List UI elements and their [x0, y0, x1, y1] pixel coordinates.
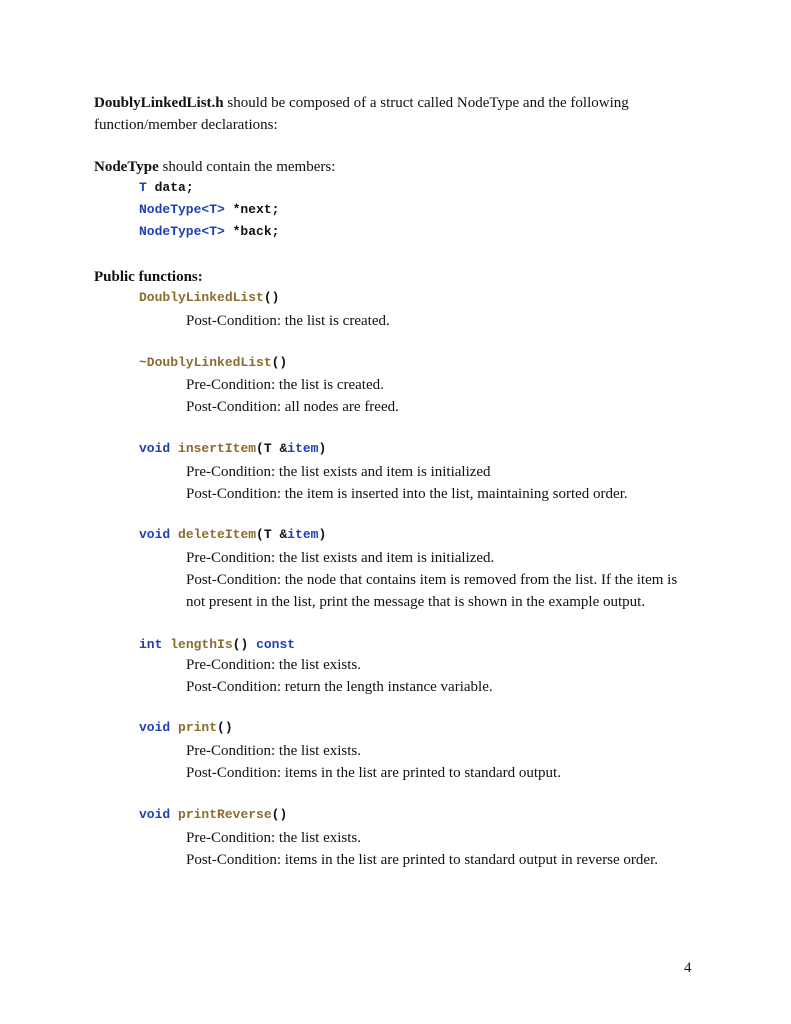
filename: DoublyLinkedList.h [94, 95, 224, 111]
function-name: insertItem [178, 441, 257, 456]
function-delete-item [139, 525, 326, 545]
member-type: NodeType<T> [139, 224, 225, 239]
condition-line: Pre-Condition: the list exists. [186, 830, 361, 846]
function-name: ~DoublyLinkedList [139, 355, 272, 370]
member-data [139, 178, 194, 198]
condition-line: Pre-Condition: the list is created. [186, 377, 384, 393]
function-params: () [271, 355, 288, 370]
function-params: () [271, 807, 288, 822]
condition-line: Post-Condition: items in the list are printed to standard output in reverse order. [186, 852, 659, 868]
function-params-close: ) [318, 441, 327, 456]
nodetype-heading-text: should contain the members: [158, 159, 336, 175]
member-decl: *back; [224, 224, 280, 239]
function-params: () [263, 290, 280, 305]
function-print-reverse [139, 805, 287, 825]
nodetype-heading: NodeType [94, 159, 159, 175]
function-params: () [232, 637, 249, 652]
function-insert-item [139, 439, 326, 459]
condition-line: Post-Condition: the item is inserted into the list, maintaining sorted order. [186, 486, 628, 502]
intro-text: should be composed of a struct called NodeType and the following [223, 95, 629, 111]
function-params: (T & [256, 441, 288, 456]
function-destructor [139, 353, 287, 373]
function-return-type: int [139, 637, 163, 652]
condition-line: Post-Condition: items in the list are printed to standard output. [186, 765, 561, 781]
condition-line: not present in the list, print the message that is shown in the example output. [186, 594, 646, 610]
condition-line: Pre-Condition: the list exists. [186, 743, 361, 759]
condition-line: Pre-Condition: the list exists and item is initialized [186, 464, 491, 480]
condition-line: Pre-Condition: the list exists and item is initialized. [186, 550, 495, 566]
function-constructor [139, 288, 279, 308]
intro-line-2: function/member declarations: [94, 117, 278, 133]
function-return-type: void [139, 441, 171, 456]
function-params: () [217, 720, 233, 735]
function-length-is [139, 635, 295, 655]
member-decl: data; [146, 180, 194, 195]
nodetype-heading-line [94, 157, 335, 177]
member-type: NodeType<T> [139, 202, 225, 217]
function-return-type: void [139, 527, 171, 542]
member-decl: *next; [224, 202, 280, 217]
function-params: (T & [256, 527, 288, 542]
condition-line: Post-Condition: the list is created. [186, 313, 390, 329]
function-name: deleteItem [178, 527, 257, 542]
condition-line: Post-Condition: the node that contains item is removed from the list. If the item is [186, 572, 678, 588]
function-name: print [178, 720, 218, 735]
condition-line: Post-Condition: all nodes are freed. [186, 399, 399, 415]
member-type: T [139, 180, 147, 195]
page-number: 4 [684, 960, 692, 976]
condition-line: Post-Condition: return the length instance variable. [186, 679, 493, 695]
public-functions-heading: Public functions: [94, 269, 203, 285]
function-print [139, 718, 233, 738]
function-qualifier: const [256, 637, 296, 652]
function-params-close: ) [318, 527, 327, 542]
member-next [139, 200, 279, 220]
function-return-type: void [139, 720, 171, 735]
function-name: DoublyLinkedList [139, 290, 264, 305]
function-param-name: item [287, 441, 319, 456]
function-return-type: void [139, 807, 171, 822]
function-name: printReverse [178, 807, 272, 822]
condition-line: Pre-Condition: the list exists. [186, 657, 361, 673]
member-back [139, 222, 279, 242]
function-param-name: item [287, 527, 319, 542]
intro-line-1 [94, 93, 629, 113]
function-name: lengthIs [170, 637, 233, 652]
